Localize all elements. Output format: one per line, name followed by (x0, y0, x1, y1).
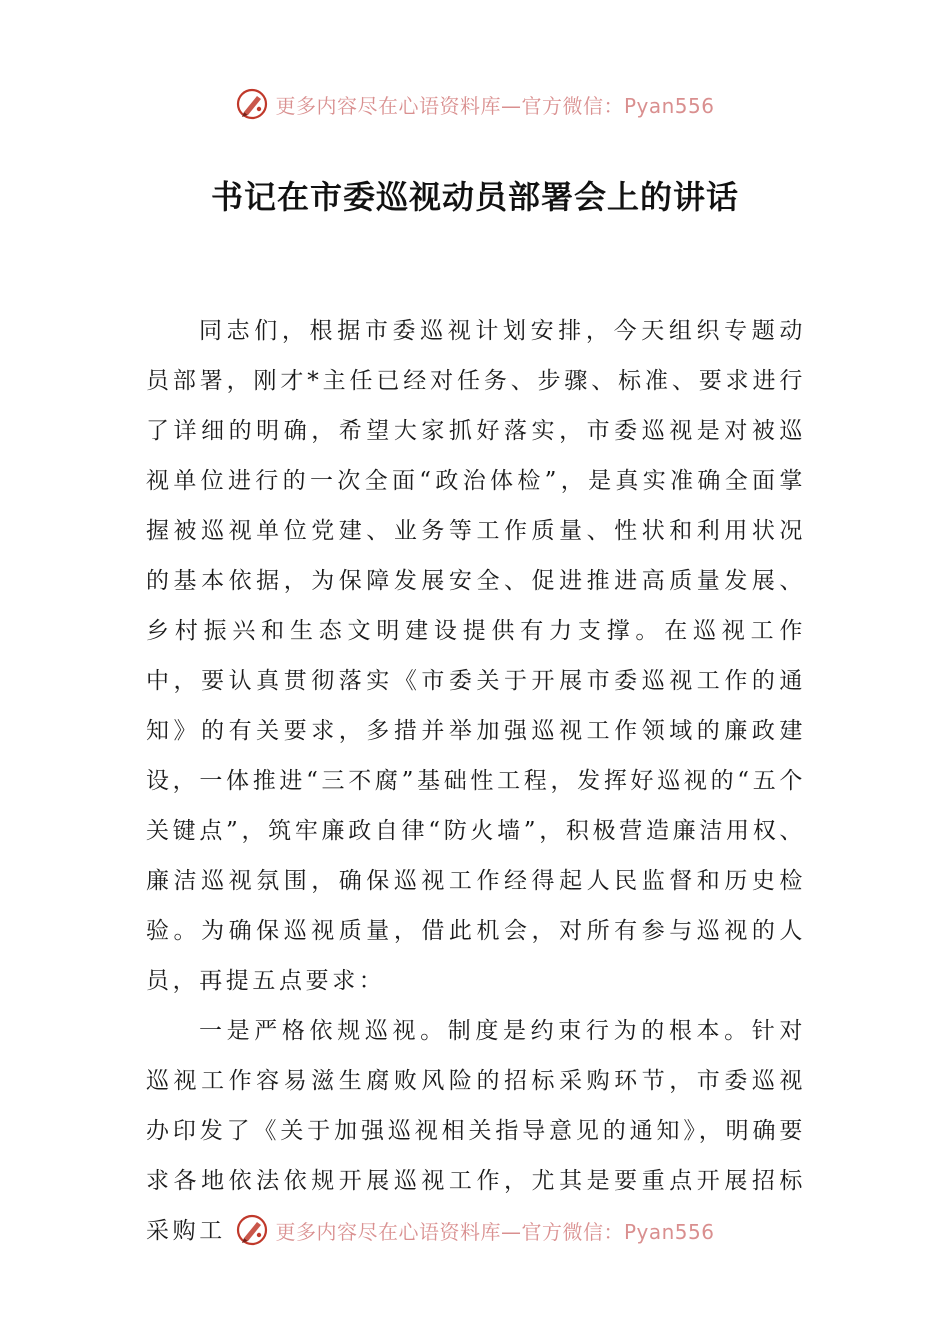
pen-seal-logo-icon (235, 87, 269, 121)
footer-watermark (0, 1210, 950, 1250)
paragraph-intro: 同志们，根据市委巡视计划安排，今天组织专题动员部署，刚才*主任已经对任务、步骤、标准、要求进行了详细的明确，希望大家抓好落实，市委巡视是对被巡视单位进行的一次全面“政治体检”，是真实准确全面掌握被巡视单位党建、业务等工作质量、性状和利用状况的基本依据，为保障发展安全、促进推进高质量发展、乡村振兴和生态文明建设提供有力支撑。在巡视工作中，要认真贯彻落实《市委关于开展市委巡视工作的通知》的有关要求，多措并举加强巡视工作领域的廉政建设，一体推进“三不腐”基础性工程，发挥好巡视的“五个关键点”，筑牢廉政自律“防火墙”，积极营造廉洁用权、廉洁巡视氛围，确保巡视工作经得起人民监督和历史检验。为确保巡视质量，借此机会，对所有参与巡视的人员，再提五点要求： (146, 318, 806, 994)
document-title: 书记在市委巡视动员部署会上的讲话 (210, 178, 739, 216)
header-watermark-text: 更多内容尽在心语资料库—官方微信：Pyan556 (275, 93, 715, 118)
header-watermark (0, 84, 950, 124)
paragraph-point-one: 一是严格依规巡视。制度是约束行为的根本。针对巡视工作容易滋生腐败风险的招标采购环节，市委巡视办印发了《关于加强巡视相关指导意见的通知》，明确要求各地依法依规开展巡视工作，尤其是要重点开展招标采购工 (146, 1018, 806, 1244)
pen-seal-logo-icon (235, 1213, 269, 1247)
footer-watermark-text: 更多内容尽在心语资料库—官方微信：Pyan556 (275, 1219, 715, 1244)
